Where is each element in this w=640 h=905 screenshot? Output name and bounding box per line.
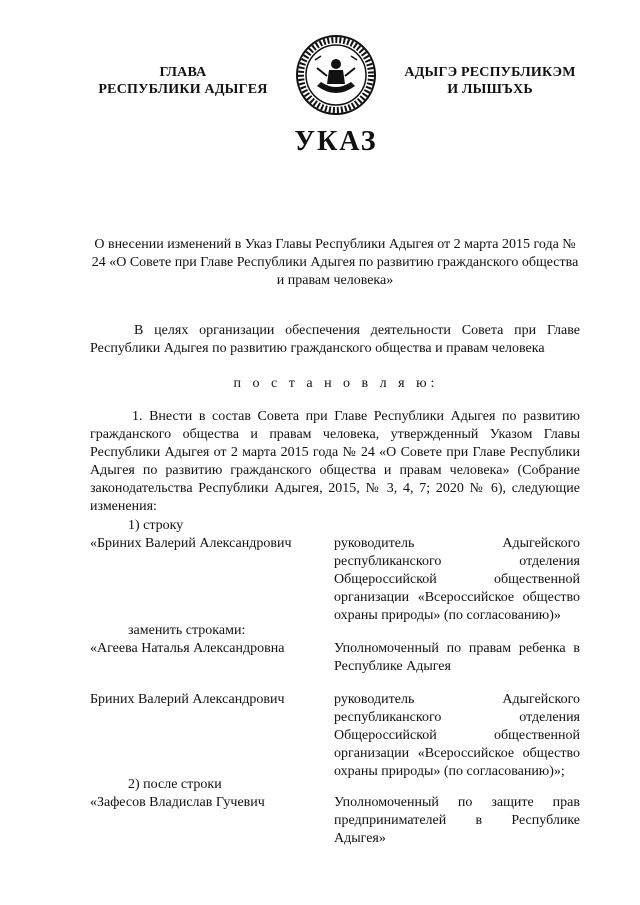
document-title: УКАЗ — [294, 126, 378, 157]
issuer-adyghe-line1: АДЫГЭ РЕСПУБЛИКЭМ — [404, 65, 576, 80]
row-4-name: «Зафесов Владислав Гучевич — [90, 795, 265, 810]
issuer-adyghe-line2: И ЛЫШЪХЬ — [447, 82, 533, 97]
replace-label: заменить строками: — [128, 623, 246, 638]
row-3-role: руководитель Адыгейского республиканского отделения Общероссийской общественной организации «Всероссийское общество охраны природы» (по согласованию)»; — [334, 692, 580, 779]
decree-word: п о с т а н о в л я ю: — [233, 376, 439, 391]
preamble: В целях организации обеспечения деятельности Совета при Главе Республики Адыгея по развитию гражданского общества и правам человека — [90, 323, 580, 356]
sub-item-1-label: 1) строку — [128, 518, 184, 533]
coat-of-arms-icon — [295, 34, 377, 116]
row-2-name: «Агеева Наталья Александровна — [90, 641, 285, 656]
row-2-role: Уполномоченный по правам ребенка в Республике Адыгея — [334, 641, 580, 674]
item-1-text: 1. Внести в состав Совета при Главе Республики Адыгея по развитию гражданского общества и правам человека, утвержденный Указом Главы Республики Адыгея от 2 марта 2015 года № 24 «О Совете при Главе Республики Адыгея по развитию гражданского общества и правам человека» (Собрание законодательства Республики Адыгея, 2015, № 3, 4, 7; 2020 № 6), следующие изменения: — [90, 409, 580, 514]
issuer-russian — [88, 64, 278, 98]
issuer-russian-line1: ГЛАВА — [159, 65, 207, 80]
issuer-adyghe — [390, 64, 590, 98]
row-1-role: руководитель Адыгейского республиканского отделения Общероссийской общественной организации «Всероссийское общество охраны природы» (по согласованию)» — [334, 536, 580, 623]
row-4-role: Уполномоченный по защите прав предпринимателей в Республике Адыгея» — [334, 795, 580, 846]
document-subject: О внесении изменений в Указ Главы Республики Адыгея от 2 марта 2015 года № 24 «О Совете при Главе Республики Адыгея по развитию гражданского общества и правам человека» — [91, 237, 579, 288]
row-3-name: Бриних Валерий Александрович — [90, 692, 285, 707]
sub-item-2-label: 2) после строки — [128, 777, 222, 792]
row-1-name: «Бриних Валерий Александрович — [90, 536, 292, 551]
issuer-russian-line2: РЕСПУБЛИКИ АДЫГЕЯ — [98, 82, 268, 97]
